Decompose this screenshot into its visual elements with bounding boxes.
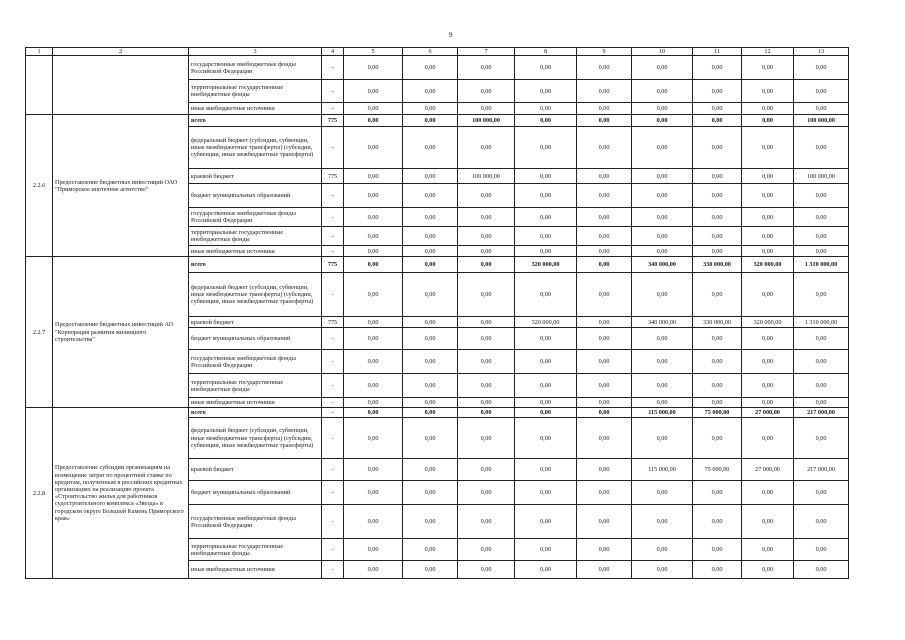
amount-cell: 0,00 xyxy=(577,539,632,561)
budget-code-cell: - xyxy=(322,481,344,505)
amount-cell: 0,00 xyxy=(693,115,742,127)
amount-cell: 0,00 xyxy=(794,328,849,350)
amount-cell: 0,00 xyxy=(577,80,632,103)
amount-cell: 0,00 xyxy=(403,227,458,246)
amount-cell: 330 000,00 xyxy=(693,317,742,328)
amount-cell: 0,00 xyxy=(344,539,403,561)
funding-source-cell: краевой бюджет xyxy=(189,459,322,481)
amount-cell: 320 000,00 xyxy=(515,317,577,328)
amount-cell: 0,00 xyxy=(403,398,458,408)
amount-cell: 0,00 xyxy=(577,273,632,317)
funding-source-cell: бюджет муниципальных образований xyxy=(189,328,322,350)
amount-cell: 0,00 xyxy=(742,328,794,350)
amount-cell: 100 000,00 xyxy=(794,169,849,184)
amount-cell: 0,00 xyxy=(794,56,849,80)
amount-cell: 0,00 xyxy=(577,408,632,418)
amount-cell: 0,00 xyxy=(344,184,403,208)
amount-cell: 0,00 xyxy=(693,169,742,184)
amount-cell: 0,00 xyxy=(632,169,693,184)
amount-cell: 0,00 xyxy=(577,115,632,127)
table-row xyxy=(26,408,849,418)
amount-cell: 0,00 xyxy=(742,127,794,169)
table-row xyxy=(26,257,849,273)
amount-cell: 0,00 xyxy=(632,398,693,408)
budget-code-cell: - xyxy=(322,505,344,539)
amount-cell: 0,00 xyxy=(458,184,515,208)
column-number-cell: 3 xyxy=(189,48,322,56)
amount-cell: 0,00 xyxy=(693,505,742,539)
page-number: 9 xyxy=(449,31,453,39)
amount-cell: 0,00 xyxy=(403,374,458,398)
amount-cell: 0,00 xyxy=(515,80,577,103)
amount-cell: 0,00 xyxy=(577,374,632,398)
budget-table xyxy=(25,47,849,579)
amount-cell: 0,00 xyxy=(794,505,849,539)
item-number-cell: 2.2.6 xyxy=(26,115,53,257)
amount-cell: 0,00 xyxy=(344,80,403,103)
amount-cell: 0,00 xyxy=(632,127,693,169)
column-number-cell: 11 xyxy=(693,48,742,56)
amount-cell: 0,00 xyxy=(403,418,458,459)
amount-cell: 0,00 xyxy=(693,80,742,103)
amount-cell: 0,00 xyxy=(344,317,403,328)
budget-code-cell: - xyxy=(322,418,344,459)
budget-code-cell: 775 xyxy=(322,115,344,127)
funding-source-cell: территориальные государственные внебюджетные фонды xyxy=(189,539,322,561)
amount-cell: 0,00 xyxy=(344,398,403,408)
item-name-cell xyxy=(53,56,189,115)
amount-cell: 0,00 xyxy=(742,115,794,127)
amount-cell: 0,00 xyxy=(344,374,403,398)
funding-source-cell: государственные внебюджетные фонды Российской Федерации xyxy=(189,56,322,80)
amount-cell: 0,00 xyxy=(458,481,515,505)
table-row xyxy=(26,56,849,80)
amount-cell: 0,00 xyxy=(458,459,515,481)
amount-cell: 0,00 xyxy=(742,103,794,115)
amount-cell: 0,00 xyxy=(577,103,632,115)
amount-cell: 0,00 xyxy=(693,374,742,398)
column-number-cell: 12 xyxy=(742,48,794,56)
amount-cell: 0,00 xyxy=(403,169,458,184)
amount-cell: 0,00 xyxy=(632,539,693,561)
column-number-cell: 13 xyxy=(794,48,849,56)
amount-cell: 0,00 xyxy=(458,246,515,257)
amount-cell: 320 000,00 xyxy=(742,317,794,328)
funding-source-cell: иные внебюджетные источники xyxy=(189,103,322,115)
amount-cell: 0,00 xyxy=(403,317,458,328)
budget-code-cell: 775 xyxy=(322,257,344,273)
amount-cell: 115 000,00 xyxy=(632,408,693,418)
amount-cell: 0,00 xyxy=(693,539,742,561)
amount-cell: 0,00 xyxy=(577,184,632,208)
amount-cell: 0,00 xyxy=(458,257,515,273)
amount-cell: 0,00 xyxy=(693,273,742,317)
item-number-cell: 2.2.7 xyxy=(26,257,53,408)
amount-cell: 0,00 xyxy=(742,539,794,561)
amount-cell: 0,00 xyxy=(632,80,693,103)
amount-cell: 340 000,00 xyxy=(632,317,693,328)
amount-cell: 0,00 xyxy=(515,561,577,579)
amount-cell: 0,00 xyxy=(458,561,515,579)
amount-cell: 75 000,00 xyxy=(693,408,742,418)
amount-cell: 0,00 xyxy=(577,227,632,246)
amount-cell: 0,00 xyxy=(742,505,794,539)
amount-cell: 0,00 xyxy=(458,398,515,408)
amount-cell: 0,00 xyxy=(344,103,403,115)
amount-cell: 340 000,00 xyxy=(632,257,693,273)
amount-cell: 0,00 xyxy=(344,481,403,505)
budget-code-cell: - xyxy=(322,374,344,398)
amount-cell: 0,00 xyxy=(693,184,742,208)
amount-cell: 0,00 xyxy=(344,408,403,418)
amount-cell: 320 000,00 xyxy=(742,257,794,273)
amount-cell: 0,00 xyxy=(403,561,458,579)
amount-cell: 0,00 xyxy=(515,246,577,257)
amount-cell: 0,00 xyxy=(577,418,632,459)
amount-cell: 0,00 xyxy=(632,328,693,350)
budget-code-cell: 775 xyxy=(322,317,344,328)
amount-cell: 0,00 xyxy=(344,561,403,579)
budget-code-cell: - xyxy=(322,56,344,80)
amount-cell: 100 000,00 xyxy=(458,169,515,184)
budget-code-cell: - xyxy=(322,350,344,374)
budget-code-cell: - xyxy=(322,103,344,115)
amount-cell: 0,00 xyxy=(458,273,515,317)
amount-cell: 0,00 xyxy=(742,273,794,317)
amount-cell: 0,00 xyxy=(515,408,577,418)
amount-cell: 0,00 xyxy=(458,317,515,328)
funding-source-cell: государственные внебюджетные фонды Российской Федерации xyxy=(189,505,322,539)
amount-cell: 0,00 xyxy=(693,481,742,505)
amount-cell: 0,00 xyxy=(344,257,403,273)
amount-cell: 0,00 xyxy=(577,481,632,505)
amount-cell: 0,00 xyxy=(344,56,403,80)
funding-source-cell: иные внебюджетные источники xyxy=(189,398,322,408)
funding-source-cell: территориальные государственные внебюджетные фонды xyxy=(189,80,322,103)
funding-source-cell: всего xyxy=(189,257,322,273)
budget-code-cell: - xyxy=(322,127,344,169)
amount-cell: 0,00 xyxy=(794,246,849,257)
amount-cell: 0,00 xyxy=(742,56,794,80)
amount-cell: 0,00 xyxy=(577,505,632,539)
amount-cell: 0,00 xyxy=(344,459,403,481)
column-number-cell: 4 xyxy=(322,48,344,56)
amount-cell: 0,00 xyxy=(403,481,458,505)
amount-cell: 0,00 xyxy=(632,103,693,115)
amount-cell: 0,00 xyxy=(577,328,632,350)
amount-cell: 0,00 xyxy=(577,56,632,80)
amount-cell: 0,00 xyxy=(344,115,403,127)
budget-code-cell: - xyxy=(322,184,344,208)
amount-cell: 0,00 xyxy=(794,481,849,505)
amount-cell: 0,00 xyxy=(344,328,403,350)
budget-code-cell: - xyxy=(322,561,344,579)
amount-cell: 0,00 xyxy=(794,227,849,246)
column-number-row xyxy=(26,48,849,56)
amount-cell: 0,00 xyxy=(632,208,693,227)
amount-cell: 0,00 xyxy=(344,350,403,374)
amount-cell: 0,00 xyxy=(794,80,849,103)
budget-code-cell: - xyxy=(322,273,344,317)
budget-code-cell: - xyxy=(322,227,344,246)
amount-cell: 0,00 xyxy=(458,374,515,398)
column-number-cell: 10 xyxy=(632,48,693,56)
funding-source-cell: краевой бюджет xyxy=(189,169,322,184)
budget-code-cell: - xyxy=(322,208,344,227)
amount-cell: 0,00 xyxy=(515,459,577,481)
amount-cell: 0,00 xyxy=(693,56,742,80)
amount-cell: 0,00 xyxy=(403,408,458,418)
amount-cell: 0,00 xyxy=(458,208,515,227)
amount-cell: 0,00 xyxy=(403,459,458,481)
amount-cell: 0,00 xyxy=(403,127,458,169)
amount-cell: 217 000,00 xyxy=(794,408,849,418)
amount-cell: 0,00 xyxy=(344,208,403,227)
amount-cell: 0,00 xyxy=(693,208,742,227)
amount-cell: 0,00 xyxy=(693,127,742,169)
amount-cell: 0,00 xyxy=(742,481,794,505)
amount-cell: 0,00 xyxy=(794,398,849,408)
amount-cell: 0,00 xyxy=(693,418,742,459)
amount-cell: 0,00 xyxy=(515,184,577,208)
item-number-cell xyxy=(26,56,53,115)
amount-cell: 0,00 xyxy=(458,328,515,350)
table-row xyxy=(26,115,849,127)
amount-cell: 0,00 xyxy=(632,561,693,579)
amount-cell: 0,00 xyxy=(515,328,577,350)
item-name-cell: Предоставление бюджетных инвестиций ОАО "Приморское ипотечное агентство" xyxy=(53,115,189,257)
amount-cell: 0,00 xyxy=(794,350,849,374)
amount-cell: 0,00 xyxy=(515,505,577,539)
funding-source-cell: всего xyxy=(189,115,322,127)
column-number-cell: 9 xyxy=(577,48,632,56)
amount-cell: 0,00 xyxy=(515,56,577,80)
funding-source-cell: государственные внебюджетные фонды Российской Федерации xyxy=(189,208,322,227)
amount-cell: 0,00 xyxy=(632,184,693,208)
amount-cell: 0,00 xyxy=(577,398,632,408)
amount-cell: 0,00 xyxy=(693,561,742,579)
amount-cell: 0,00 xyxy=(403,505,458,539)
amount-cell: 0,00 xyxy=(403,56,458,80)
amount-cell: 0,00 xyxy=(515,273,577,317)
item-name-cell: Предоставление субсидии организациям на возмещение затрат по процентной ставке по кредитам, полученным в российских кредитных организациях на реализацию проекта «Строительство жилья для работников судостроительного комплекса «Звезда» в городском округе Большой Камень Приморского края» xyxy=(53,408,189,579)
amount-cell: 0,00 xyxy=(403,539,458,561)
amount-cell: 0,00 xyxy=(344,227,403,246)
amount-cell: 0,00 xyxy=(515,398,577,408)
amount-cell: 0,00 xyxy=(515,208,577,227)
amount-cell: 320 000,00 xyxy=(515,257,577,273)
amount-cell: 0,00 xyxy=(742,350,794,374)
amount-cell: 0,00 xyxy=(577,257,632,273)
amount-cell: 0,00 xyxy=(794,418,849,459)
amount-cell: 0,00 xyxy=(794,273,849,317)
amount-cell: 0,00 xyxy=(742,169,794,184)
amount-cell: 0,00 xyxy=(693,328,742,350)
funding-source-cell: федеральный бюджет (субсидии, субвенции, иные межбюджетные трансферты) (субсидии, субвенции, иные межбюджетные трансферты) xyxy=(189,273,322,317)
amount-cell: 0,00 xyxy=(458,505,515,539)
amount-cell: 0,00 xyxy=(632,227,693,246)
amount-cell: 0,00 xyxy=(344,246,403,257)
amount-cell: 0,00 xyxy=(794,539,849,561)
amount-cell: 0,00 xyxy=(403,328,458,350)
column-number-cell: 5 xyxy=(344,48,403,56)
funding-source-cell: федеральный бюджет (субсидии, субвенции, иные межбюджетные трансферты) (субсидии, субвенции, иные межбюджетные трансферты) xyxy=(189,127,322,169)
amount-cell: 0,00 xyxy=(515,103,577,115)
amount-cell: 0,00 xyxy=(515,539,577,561)
amount-cell: 0,00 xyxy=(577,208,632,227)
amount-cell: 0,00 xyxy=(403,103,458,115)
amount-cell: 0,00 xyxy=(403,80,458,103)
funding-source-cell: краевой бюджет xyxy=(189,317,322,328)
amount-cell: 0,00 xyxy=(577,350,632,374)
budget-code-cell: - xyxy=(322,398,344,408)
amount-cell: 0,00 xyxy=(577,317,632,328)
amount-cell: 0,00 xyxy=(693,398,742,408)
amount-cell: 0,00 xyxy=(515,127,577,169)
budget-code-cell: - xyxy=(322,539,344,561)
column-number-cell: 2 xyxy=(53,48,189,56)
amount-cell: 115 000,00 xyxy=(632,459,693,481)
amount-cell: 0,00 xyxy=(515,374,577,398)
amount-cell: 1 310 000,00 xyxy=(794,317,849,328)
amount-cell: 0,00 xyxy=(693,246,742,257)
budget-code-cell: - xyxy=(322,80,344,103)
amount-cell: 0,00 xyxy=(458,350,515,374)
amount-cell: 0,00 xyxy=(693,350,742,374)
item-name-cell: Предоставление бюджетных инвестиций АО "Корпорация развития жилищного строительства" xyxy=(53,257,189,408)
funding-source-cell: бюджет муниципальных образований xyxy=(189,481,322,505)
amount-cell: 0,00 xyxy=(403,208,458,227)
amount-cell: 0,00 xyxy=(344,505,403,539)
budget-code-cell: - xyxy=(322,459,344,481)
amount-cell: 0,00 xyxy=(577,459,632,481)
funding-source-cell: федеральный бюджет (субсидии, субвенции, иные межбюджетные трансферты) (субсидии, субвенции, иные межбюджетные трансферты) xyxy=(189,418,322,459)
amount-cell: 0,00 xyxy=(742,227,794,246)
amount-cell: 0,00 xyxy=(344,169,403,184)
amount-cell: 0,00 xyxy=(515,169,577,184)
amount-cell: 0,00 xyxy=(515,115,577,127)
funding-source-cell: территориальные государственные внебюджетные фонды xyxy=(189,374,322,398)
amount-cell: 0,00 xyxy=(403,115,458,127)
amount-cell: 0,00 xyxy=(742,80,794,103)
amount-cell: 0,00 xyxy=(693,103,742,115)
amount-cell: 0,00 xyxy=(742,184,794,208)
amount-cell: 0,00 xyxy=(632,246,693,257)
amount-cell: 0,00 xyxy=(742,561,794,579)
amount-cell: 100 000,00 xyxy=(458,115,515,127)
amount-cell: 0,00 xyxy=(458,408,515,418)
amount-cell: 0,00 xyxy=(403,184,458,208)
amount-cell: 0,00 xyxy=(632,418,693,459)
amount-cell: 0,00 xyxy=(794,374,849,398)
funding-source-cell: иные внебюджетные источники xyxy=(189,246,322,257)
budget-code-cell: - xyxy=(322,408,344,418)
amount-cell: 27 000,00 xyxy=(742,408,794,418)
amount-cell: 0,00 xyxy=(794,561,849,579)
amount-cell: 0,00 xyxy=(577,561,632,579)
amount-cell: 0,00 xyxy=(515,418,577,459)
funding-source-cell: всего xyxy=(189,408,322,418)
column-number-cell: 8 xyxy=(515,48,577,56)
amount-cell: 75 000,00 xyxy=(693,459,742,481)
amount-cell: 0,00 xyxy=(344,127,403,169)
amount-cell: 217 000,00 xyxy=(794,459,849,481)
amount-cell: 0,00 xyxy=(577,246,632,257)
amount-cell: 0,00 xyxy=(458,227,515,246)
amount-cell: 27 000,00 xyxy=(742,459,794,481)
funding-source-cell: иные внебюджетные источники xyxy=(189,561,322,579)
budget-code-cell: - xyxy=(322,246,344,257)
column-number-cell: 6 xyxy=(403,48,458,56)
amount-cell: 0,00 xyxy=(742,418,794,459)
funding-source-cell: бюджет муниципальных образований xyxy=(189,184,322,208)
amount-cell: 0,00 xyxy=(794,208,849,227)
amount-cell: 0,00 xyxy=(742,398,794,408)
amount-cell: 0,00 xyxy=(403,273,458,317)
amount-cell: 0,00 xyxy=(742,208,794,227)
column-number-cell: 7 xyxy=(458,48,515,56)
amount-cell: 0,00 xyxy=(515,227,577,246)
funding-source-cell: территориальные государственные внебюджетные фонды xyxy=(189,227,322,246)
amount-cell: 0,00 xyxy=(577,127,632,169)
amount-cell: 0,00 xyxy=(344,273,403,317)
funding-source-cell: государственные внебюджетные фонды Российской Федерации xyxy=(189,350,322,374)
amount-cell: 0,00 xyxy=(403,350,458,374)
column-number-cell: 1 xyxy=(26,48,53,56)
amount-cell: 0,00 xyxy=(632,350,693,374)
amount-cell: 0,00 xyxy=(458,418,515,459)
amount-cell: 0,00 xyxy=(742,374,794,398)
amount-cell: 0,00 xyxy=(632,115,693,127)
amount-cell: 330 000,00 xyxy=(693,257,742,273)
amount-cell: 0,00 xyxy=(794,184,849,208)
amount-cell: 0,00 xyxy=(458,539,515,561)
amount-cell: 0,00 xyxy=(742,246,794,257)
amount-cell: 0,00 xyxy=(794,127,849,169)
amount-cell: 0,00 xyxy=(632,56,693,80)
amount-cell: 0,00 xyxy=(458,80,515,103)
item-number-cell: 2.2.8 xyxy=(26,408,53,579)
amount-cell: 0,00 xyxy=(458,127,515,169)
amount-cell: 0,00 xyxy=(458,56,515,80)
amount-cell: 0,00 xyxy=(515,350,577,374)
amount-cell: 0,00 xyxy=(403,246,458,257)
amount-cell: 1 310 000,00 xyxy=(794,257,849,273)
amount-cell: 0,00 xyxy=(632,481,693,505)
amount-cell: 0,00 xyxy=(632,505,693,539)
amount-cell: 0,00 xyxy=(577,169,632,184)
amount-cell: 0,00 xyxy=(403,257,458,273)
budget-code-cell: 775 xyxy=(322,169,344,184)
amount-cell: 0,00 xyxy=(515,481,577,505)
amount-cell: 0,00 xyxy=(632,374,693,398)
amount-cell: 100 000,00 xyxy=(794,115,849,127)
amount-cell: 0,00 xyxy=(693,227,742,246)
budget-code-cell: - xyxy=(322,328,344,350)
amount-cell: 0,00 xyxy=(458,103,515,115)
amount-cell: 0,00 xyxy=(344,418,403,459)
amount-cell: 0,00 xyxy=(632,273,693,317)
amount-cell: 0,00 xyxy=(794,103,849,115)
